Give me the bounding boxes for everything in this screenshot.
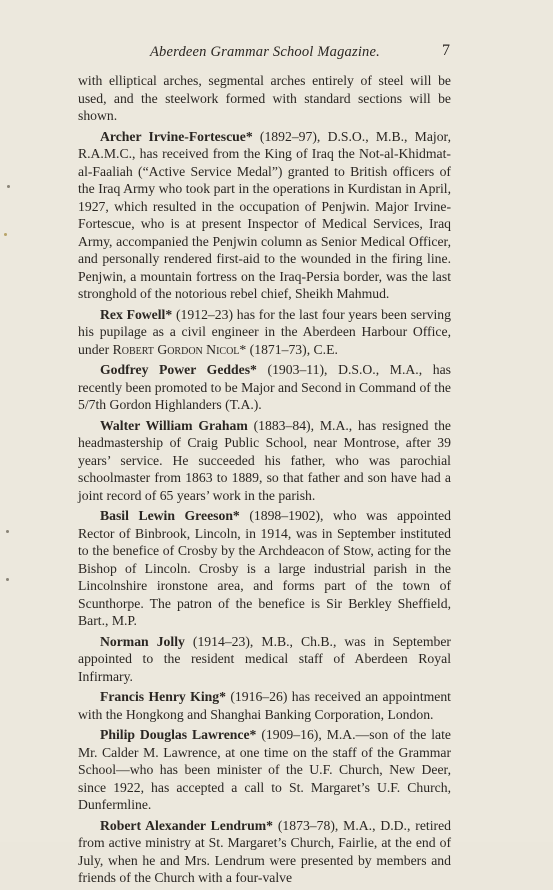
entry-text: (1898–1902), who was appointed Rector of Binbrook, Lincoln, in 1914, was in September instituted to the benefice of Crosby by the Archdeacon of Stow, acting for the Bishop of Lincoln. Crosby is a large industrial parish in the Lincolnshire ironstone area, and forms part of the town of Scunthorpe. The patron of the benefice is Sir Berkley Sheffield, Bart., M.P. [78,508,451,628]
entry-text: (1903–11), D.S.O., M.A., has recently been promoted to be Major and Second in Command of the 5/7th Gordon Highlanders (T.A.). [78,362,451,412]
paper-speck [7,185,10,188]
entry-irvine-fortescue [78,128,451,303]
entry-name: Norman Jolly [100,633,185,649]
entry-greeson [78,507,451,630]
entry-text: (1883–84), M.A., has resigned the headmastership of Craig Public School, near Montrose, after 39 years’ service. He succeeded his father, who was parochial schoolmaster from 1863 to 1889, so that father and son have had a joint record of 65 years’ work in the parish. [78,417,451,503]
entry-text: (1914–23), M.B., Ch.B., was in September appointed to the resident medical staff of Aberdeen Royal Infirmary. [78,633,451,684]
entry-name: Basil Lewin Greeson* [100,508,240,523]
entry-text: (1916–26) has received an appointment with the Hongkong and Shanghai Banking Corporation, London. [78,689,451,722]
entry-lawrence [78,726,451,814]
entry-text: (1892–97), D.S.O., M.B., Major, R.A.M.C., has received from the King of Iraq the Not-al-Khidmat-al-Faaliah (“Active Service Medal”) granted to British officers of the Iraq Army who took part in the operations in Kurdistan in April, 1927, which resulted in the occupation of Penjwin. Major Irvine-Fortescue, who is at present Inspector of Medical Services, Iraq Army, accompanied the Penjwin column as Senior Medical Officer, and personally rendered first-aid to the wounded in the firing line. Penjwin, a mountain fortress on the Iraq-Persia border, was the last stronghold of the notorious rebel chief, Sheikh Mahmud. [78,128,451,301]
paper-speck [4,233,7,236]
entry-geddes [78,361,451,414]
paragraph-text: with elliptical arches, segmental arches entirely of steel will be used, and the steelwork formed with standard sections will be shown. [78,73,451,123]
entry-name: Francis Henry King* [100,689,226,704]
page-header [78,44,450,64]
entry-text: (1912–23) has for the last four years been serving his pupilage as a civil engineer in the Aberdeen Harbour Office, under [78,306,451,357]
entry-lendrum [78,817,451,887]
entry-text: (1909–16), M.A.—son of the late Mr. Calder M. Lawrence, at one time on the staff of the Grammar School—who has been minister of the U.F. Church, New Deer, since 1922, has accepted a call to St. Margaret’s U.F. Church, Dunfermline. [78,727,451,812]
entry-name: Walter William Graham [100,417,248,433]
entry-name: Robert Alexander Lendrum* [100,817,273,833]
entry-jolly [78,633,451,686]
entry-text-after: * (1871–73), C.E. [239,341,338,357]
paragraph-continuation [78,72,451,125]
running-head: Aberdeen Grammar School Magazine. [150,44,380,60]
entry-name: Archer Irvine-Fortescue* [100,128,253,144]
entry-fowell [78,306,451,359]
entry-name: Philip Douglas Lawrence* [100,727,257,742]
entry-text: (1873–78), M.A., D.D., retired from active ministry at St. Margaret’s Church, Fairlie, at the end of July, when he and Mrs. Lendrum were presented by members and friends of the Church with a four-valve [78,817,451,885]
entry-small-caps-name: Robert Gordon Nicol [112,341,240,357]
article-body [78,72,451,890]
page-number: 7 [442,42,450,59]
entry-name: Godfrey Power Geddes* [100,362,257,377]
entry-name: Rex Fowell* [100,306,173,322]
entry-king [78,688,451,723]
paper-speck [6,530,9,533]
entry-graham [78,417,451,505]
paper-speck [6,578,9,581]
